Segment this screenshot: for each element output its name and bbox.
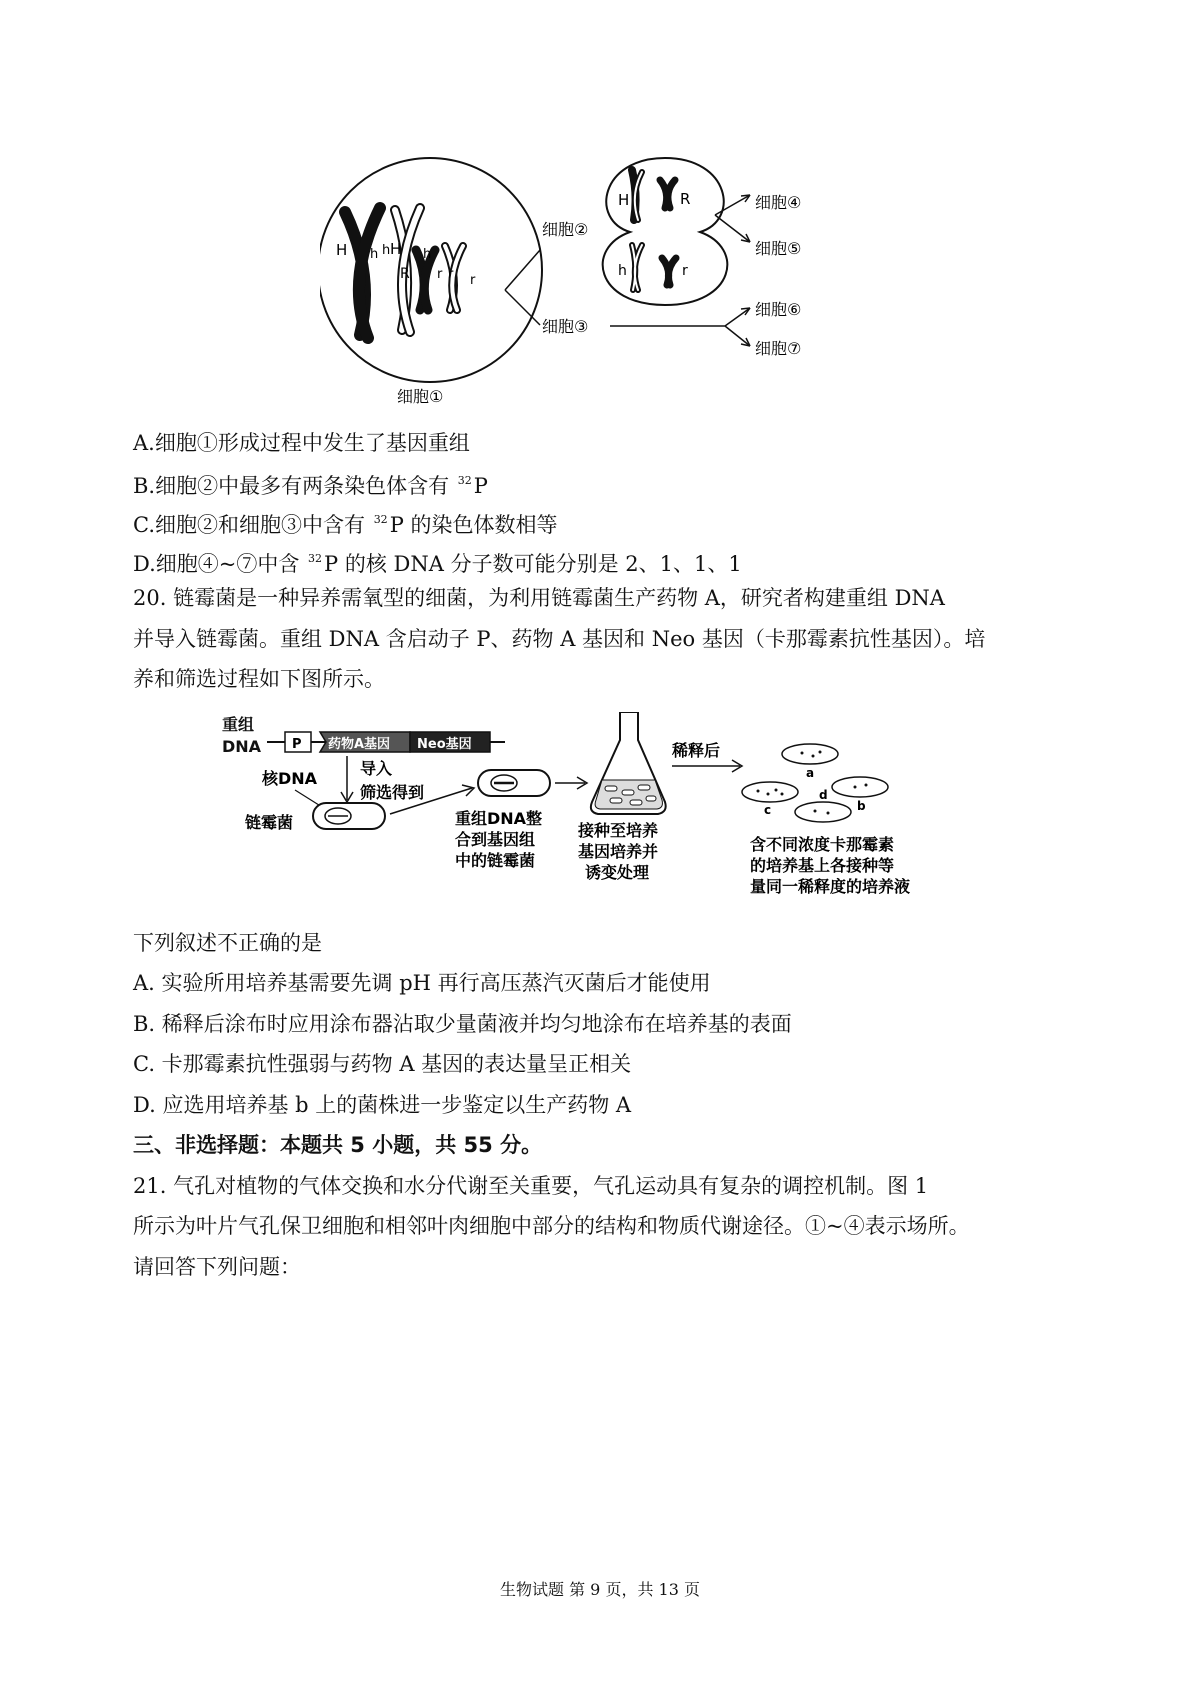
import-label-2: 筛选得到 (360, 783, 425, 802)
neo-gene-label: Neo基因 (417, 737, 472, 752)
cell2-chromosome-r (662, 258, 676, 285)
q20-text-line3: 养和筛选过程如下图所示。 (133, 667, 385, 691)
gene-label-H2: H (390, 240, 402, 258)
promoter-label: P (292, 737, 302, 752)
section3-heading: 三、非选择题：本题共 5 小题，共 55 分。 (133, 1133, 543, 1157)
q19-option-d: D.细胞④~⑦中含 $^{32}$P 的核 DNA 分子数可能分别是 2、1、1、1 (133, 552, 742, 576)
plate-d (795, 802, 851, 822)
cell-division-figure (320, 150, 880, 410)
cell1-label: 细胞① (397, 387, 444, 406)
q19-option-a: A.细胞①形成过程中发生了基因重组 (133, 431, 470, 455)
q21-text-line3: 请回答下列问题： (133, 1255, 301, 1279)
q21-text-line2: 所示为叶片气孔保卫细胞和相邻叶肉细胞中部分的结构和物质代谢途径。①~④表示场所。 (133, 1214, 970, 1238)
recomb-dna-label-2: DNA (222, 737, 262, 756)
gene-label-h2: h (382, 243, 391, 258)
integrated-label-2: 合到基因组 (455, 830, 536, 849)
gene-label-h1: h (370, 247, 379, 262)
nuclear-dna-label: 核DNA (262, 769, 318, 788)
q21-text-line1: 21. 气孔对植物的气体交换和水分代谢至关重要，气孔运动具有复杂的调控机制。图 1 (133, 1174, 929, 1198)
plate-b-label: b (857, 799, 866, 813)
q20-option-d: D. 应选用培养基 b 上的菌株进一步鉴定以生产药物 A (133, 1093, 632, 1117)
cell5-label: 细胞⑤ (755, 239, 802, 258)
gene-label-R1: R (400, 266, 410, 282)
gene-a-label: 药物A基因 (328, 737, 391, 752)
gene-label-H1: H (336, 241, 348, 259)
plates-label-1: 含不同浓度卡那霉素 (750, 835, 895, 854)
recomb-dna-label-1: 重组 (222, 715, 255, 734)
culture-label-1: 接种至培养 (578, 821, 659, 840)
plates-label-3: 量同一稀释度的培养液 (750, 877, 911, 896)
plate-c (742, 782, 798, 802)
page-footer: 生物试题 第 9 页，共 13 页 (500, 1580, 700, 1599)
q19-option-b: B.细胞②中最多有两条染色体含有 $^{32}$P (133, 474, 488, 498)
culture-label-2: 基因培养并 (578, 842, 659, 861)
cell2-gene-r: r (682, 263, 688, 279)
q20-option-a: A. 实验所用培养基需要先调 pH 再行高压蒸汽灭菌后才能使用 (133, 971, 711, 995)
q20-text-line1: 20. 链霉菌是一种异养需氧型的细菌，为利用链霉菌生产药物 A，研究者构建重组 DNA (133, 586, 945, 610)
q20-option-c: C. 卡那霉素抗性强弱与药物 A 基因的表达量呈正相关 (133, 1052, 632, 1076)
branch-arrows-2 (715, 195, 750, 242)
import-label-1: 导入 (360, 759, 393, 778)
plate-d-label: d (819, 788, 828, 802)
cell2-label: 细胞② (542, 220, 589, 239)
branch-arrows-1 (505, 250, 540, 325)
integrated-label-3: 中的链霉菌 (455, 851, 536, 870)
plate-b (832, 777, 888, 797)
cell3-label: 细胞③ (542, 317, 589, 336)
q20-stem: 下列叙述不正确的是 (133, 931, 322, 955)
culture-label-3: 诱变处理 (585, 863, 650, 882)
diluted-label: 稀释后 (672, 741, 721, 760)
branch-arrows-3 (610, 308, 750, 346)
cell2-gene-h: h (618, 263, 627, 279)
q19-option-c: C.细胞②和细胞③中含有 $^{32}$P 的染色体数相等 (133, 513, 558, 537)
cell4-label: 细胞④ (755, 193, 802, 212)
cell2-gene-R: R (680, 190, 691, 208)
gene-label-r2: r (448, 267, 454, 282)
streptomyces-label: 链霉菌 (245, 813, 294, 832)
gene-label-r3: r (470, 273, 476, 288)
cell7-label: 细胞⑦ (755, 339, 802, 358)
gene-label-h3: h (423, 247, 432, 262)
cell6-label: 细胞⑥ (755, 300, 802, 319)
streptomyces-workflow-figure (210, 712, 1010, 912)
cell2-chromosome-R (660, 180, 675, 208)
plates-label-2: 的培养基上各接种等 (750, 856, 895, 875)
cell2-gene-H: H (618, 191, 630, 209)
plate-c-label: c (764, 803, 772, 817)
gene-label-r1: r (437, 267, 443, 282)
q20-option-b: B. 稀释后涂布时应用涂布器沾取少量菌液并均匀地涂布在培养基的表面 (133, 1012, 792, 1036)
chromosome-H-black (345, 208, 380, 338)
plate-a-label: a (806, 766, 815, 780)
plate-a (782, 744, 838, 764)
integrated-label-1: 重组DNA整 (455, 809, 543, 828)
q20-text-line2: 并导入链霉菌。重组 DNA 含启动子 P、药物 A 基因和 Neo 基因（卡那霉素抗性基因）。培 (133, 627, 986, 651)
